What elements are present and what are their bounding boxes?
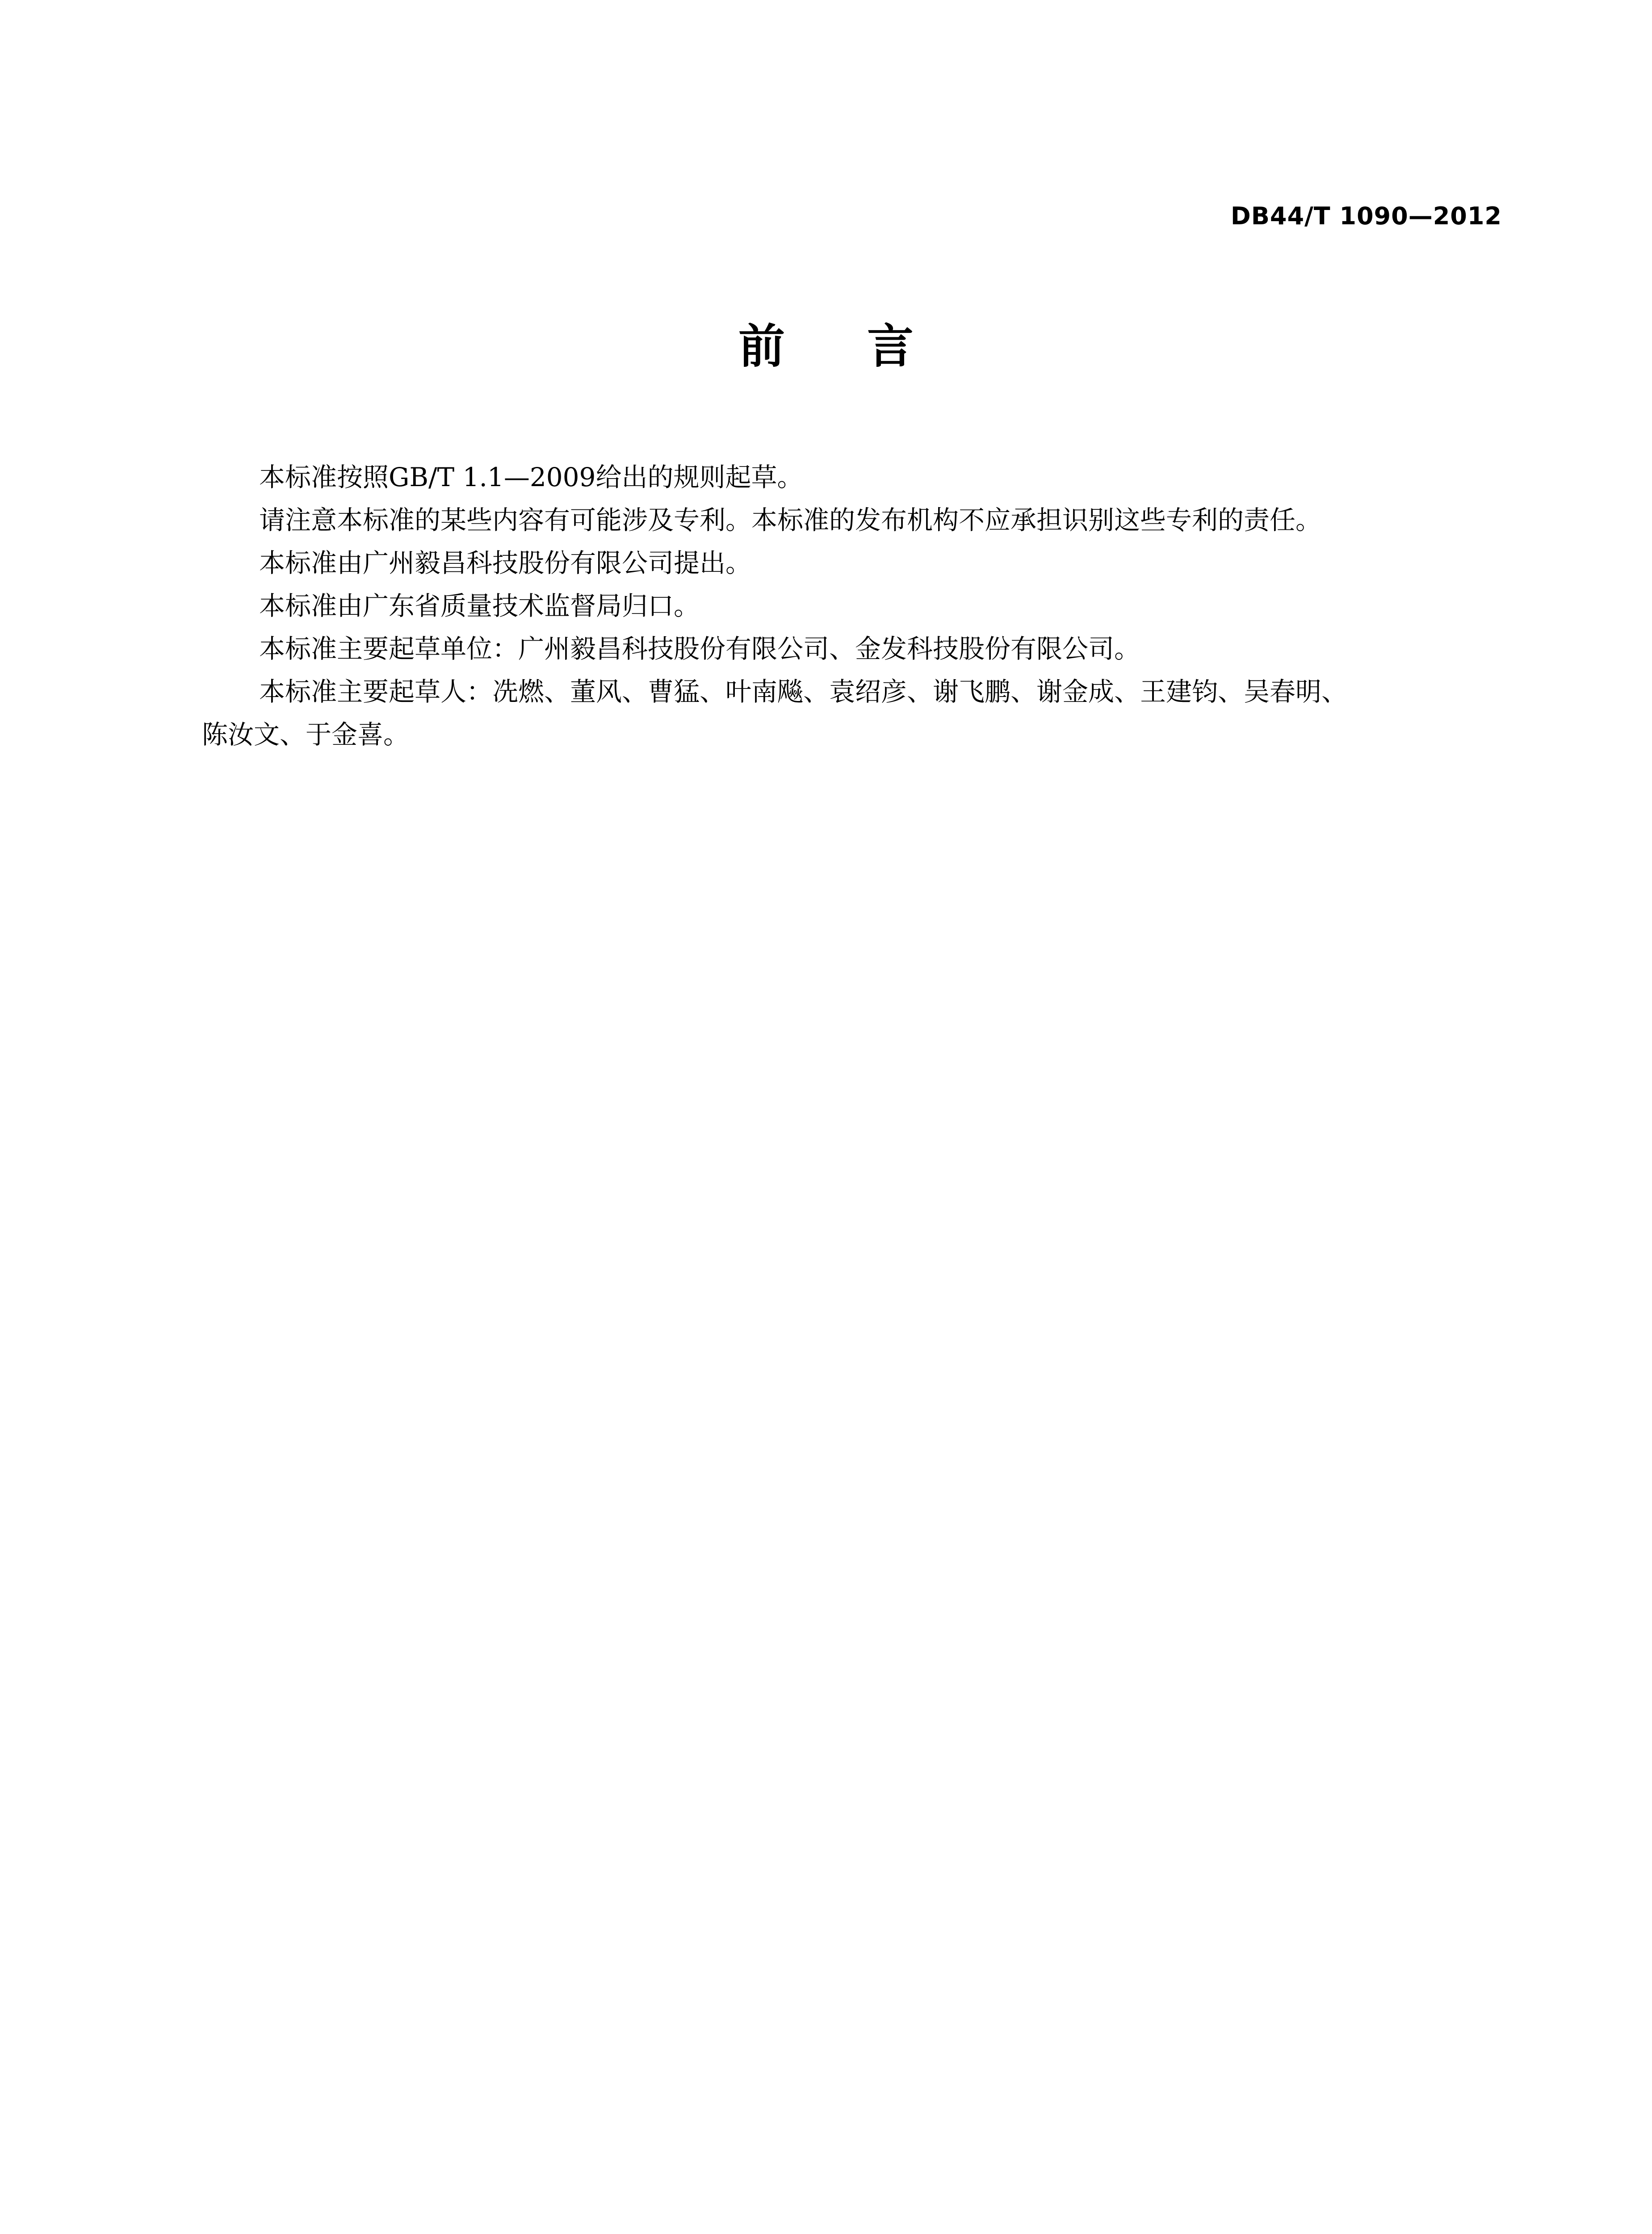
- paragraph-patent-notice: 请注意本标准的某些内容有可能涉及专利。本标准的发布机构不应承担识别这些专利的责任。: [259, 505, 1322, 535]
- paragraph-drafting-units: 本标准主要起草单位：广州毅昌科技股份有限公司、金发科技股份有限公司。: [259, 634, 1140, 664]
- paragraph-drafters: 本标准主要起草人：冼燃、董风、曹猛、叶南飚、袁绍彦、谢飞鹏、谢金成、王建钧、吴春明、: [259, 676, 1348, 707]
- paragraph-administrator: 本标准由广东省质量技术监督局归口。: [259, 591, 700, 621]
- paragraph-drafters-continued: 陈汝文、于金喜。: [202, 719, 410, 750]
- page-title: [0, 317, 1652, 375]
- document-code: DB44/T 1090—2012: [1230, 202, 1502, 230]
- paragraph-drafting-rules: 本标准按照GB/T 1.1—2009给出的规则起草。: [259, 462, 803, 492]
- page-title-char: 言: [867, 319, 914, 374]
- foreword-body: [202, 456, 1502, 756]
- paragraph-proposer: 本标准由广州毅昌科技股份有限公司提出。: [259, 548, 752, 578]
- page-title-char: 前: [738, 319, 785, 374]
